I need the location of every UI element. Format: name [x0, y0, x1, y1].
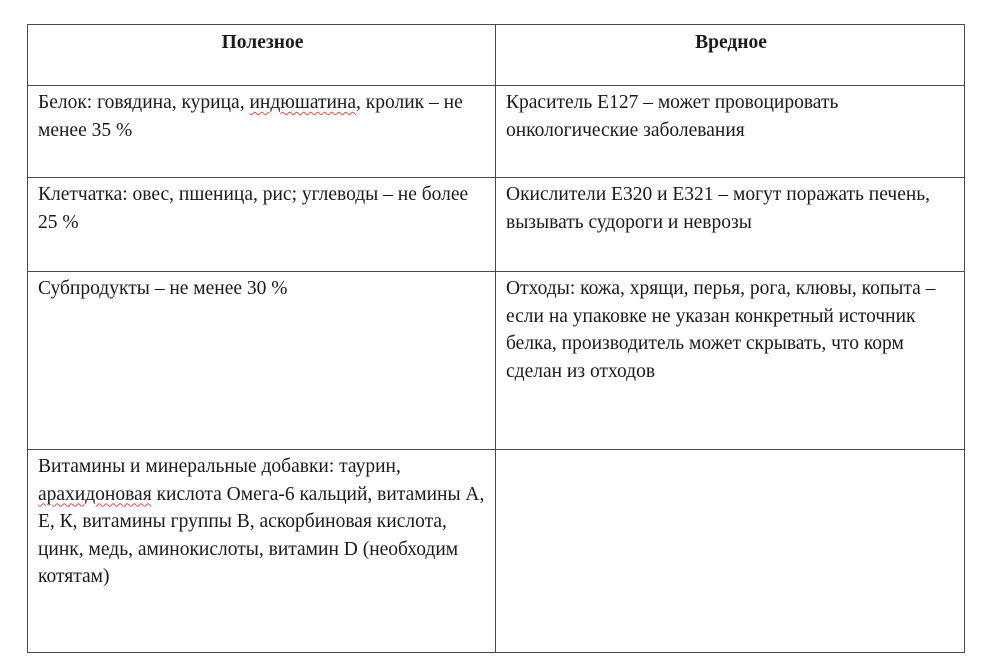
cell-text: кислота Омега-6 кальций, витамины А, Е, К, витамины группы В, аскорбиновая кислота, цинк, медь, аминокислоты, витамин D (необходим котятам)	[38, 483, 485, 587]
table-row	[28, 450, 965, 653]
cell-useful-offal: Субпродукты – не менее 30 %	[28, 272, 496, 450]
cell-harmful-empty	[496, 450, 965, 653]
cell-harmful-dye: Краситель Е127 – может провоцировать онкологические заболевания	[496, 86, 965, 178]
table-row	[28, 86, 965, 178]
cell-text: Белок: говядина, курица,	[38, 92, 250, 113]
table-row	[28, 178, 965, 272]
cell-text: таурин,	[339, 456, 401, 477]
cell-text: , кролик – не менее 35 %	[38, 92, 463, 141]
cell-useful-protein	[28, 86, 496, 178]
cell-useful-vitamins	[28, 450, 496, 653]
cell-useful-fiber: Клетчатка: овес, пшеница, рис; углеводы – не более 25 %	[28, 178, 496, 272]
cell-text: Витамины и минеральные добавки:	[38, 456, 335, 477]
header-row	[28, 25, 965, 86]
table-row	[28, 272, 965, 450]
cell-harmful-oxidizers: Окислители Е320 и Е321 – могут поражать печень, вызывать судороги и неврозы	[496, 178, 965, 272]
nutrition-comparison-table	[27, 24, 965, 653]
spellcheck-underlined-word: арахидоновая	[38, 483, 152, 505]
spellcheck-underlined-word: индюшатина	[249, 92, 357, 113]
header-useful: Полезное	[28, 25, 496, 86]
header-harmful: Вредное	[496, 25, 965, 86]
cell-harmful-waste: Отходы: кожа, хрящи, перья, рога, клювы, копыта – если на упаковке не указан конкретный источник белка, производитель может скрывать, что корм сделан из отходов	[496, 272, 965, 450]
